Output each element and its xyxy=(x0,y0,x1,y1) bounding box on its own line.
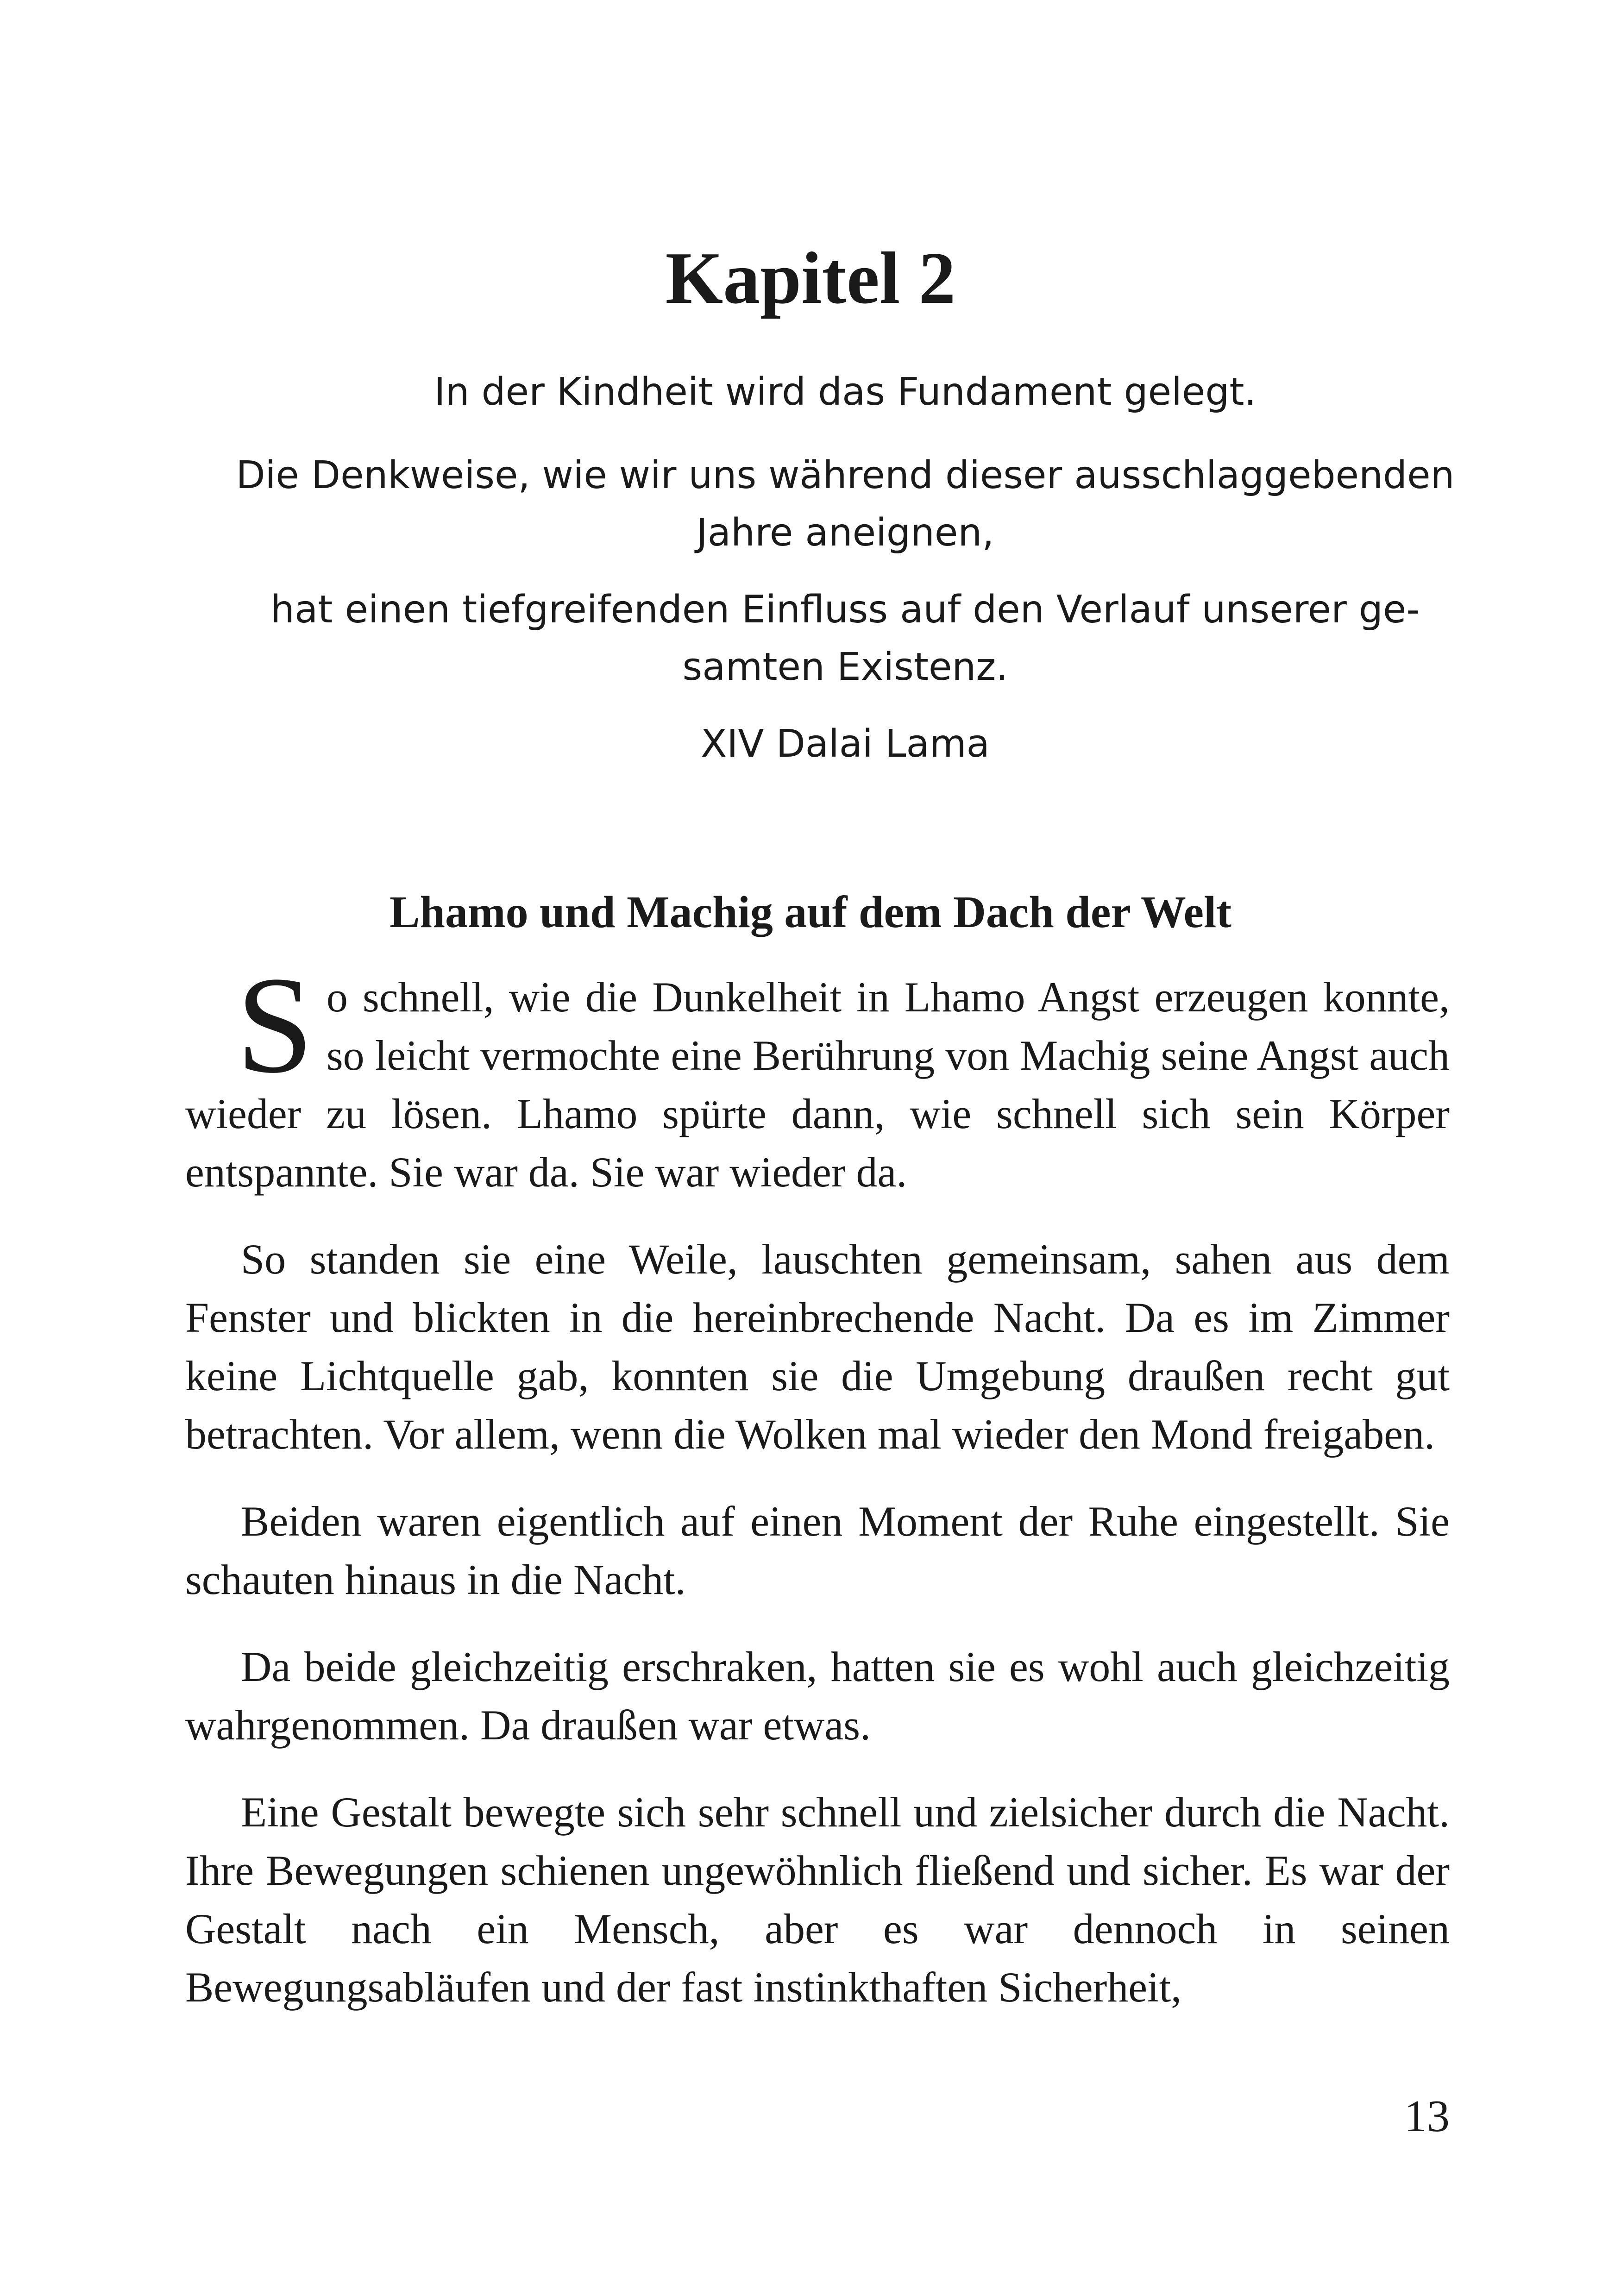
chapter-title: Kapitel 2 xyxy=(665,237,956,319)
paragraph: So standen sie eine Weile, lauschten gemeinsam, sahen aus dem Fenster und blickten in die hereinbrechende Nacht. Da es im Zimmer keine Lichtquelle gab, konnten sie die Umgebung draußen recht gut betrachten. Vor allem, wenn die Wolken mal wieder den Mond freigaben. xyxy=(185,1236,1450,1458)
paragraph: Eine Gestalt bewegte sich sehr schnell und zielsicher durch die Nacht. Ihre Bewegungen schienen ungewöhnlich fließend und sicher. Es war der Gestalt nach ein Mensch, aber es war dennoch in seinen Bewegungsabläufen und der fast instinkthaften Sicherheit, xyxy=(185,1788,1450,2011)
paragraph: Da beide gleichzeitig erschraken, hatten sie es wohl auch gleichzeitig wahrgenommen. Da draußen war etwas. xyxy=(185,1643,1450,1749)
paragraph: Beiden waren eigentlich auf einen Moment der Ruhe eingestellt. Sie schauten hinaus in die Nacht. xyxy=(185,1498,1450,1603)
first-paragraph-text: o schnell, wie die Dunkelheit in Lhamo Angst erzeugen konnte, so leicht vermochte eine Berührung von Machig seine Angst auch wieder zu lösen. Lhamo spürte dann, wie schnell sich sein Körper entspannte. Sie war da. Sie war wieder da. xyxy=(185,973,1450,1196)
epigraph-line-2: Die Denkweise, wie wir uns während dieser ausschlaggebenden Jahre aneignen, xyxy=(236,453,1455,555)
body-text xyxy=(185,948,1450,2045)
epigraph-line-3: hat einen tiefgreifenden Einfluss auf den Verlauf unserer gesamten Existenz. xyxy=(270,588,1420,689)
page-number: 13 xyxy=(1404,2091,1450,2141)
section-title: Lhamo und Machig auf dem Dach der Welt xyxy=(390,887,1231,937)
epigraph-author: XIV Dalai Lama xyxy=(701,722,990,766)
epigraph-line-1: In der Kindheit wird das Fundament gelegt. xyxy=(434,370,1257,414)
drop-cap: S xyxy=(236,948,314,1102)
first-paragraph xyxy=(185,948,1450,1201)
